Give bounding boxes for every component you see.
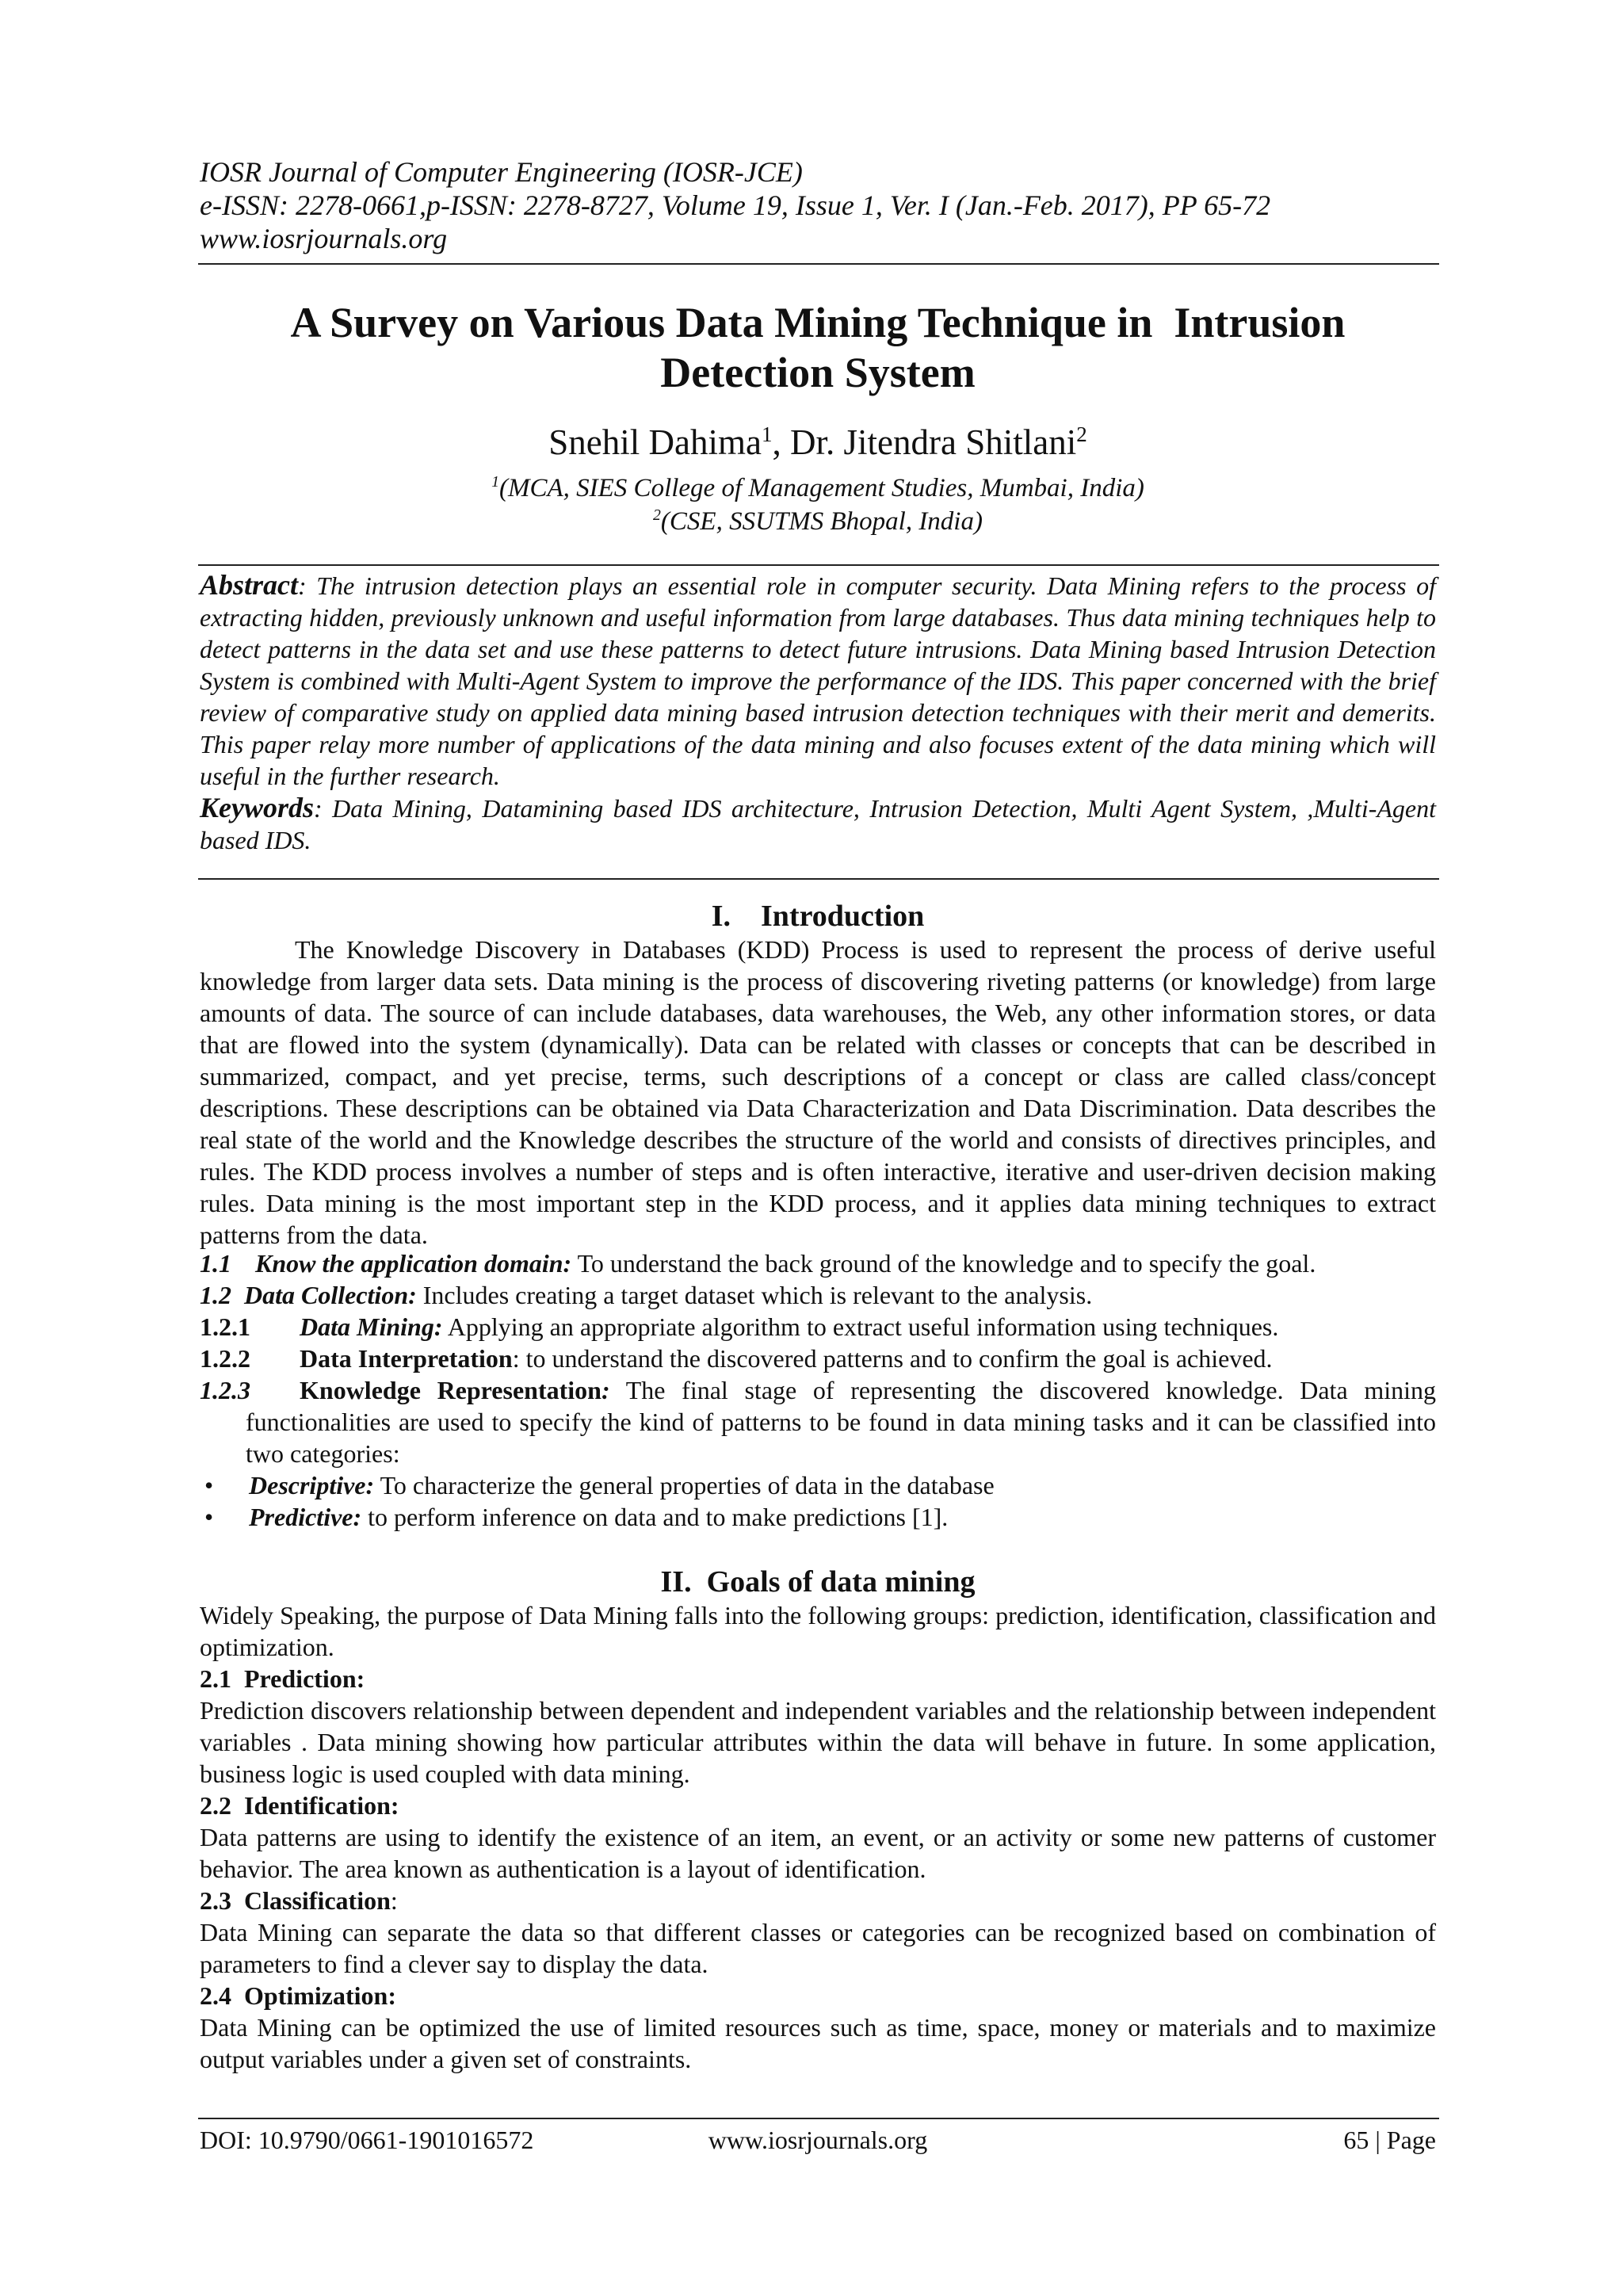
abstract-paragraph [200,569,1436,792]
subsection-2-3-heading [200,1885,1436,1916]
affiliation-2-text: (CSE, SSUTMS Bhopal, India) [660,507,983,536]
item-number: 1.2.3 [200,1376,250,1404]
list-item-1-2-2 [200,1343,1436,1374]
subsection-2-2-text: Data patterns are using to identify the existence of an item, an event, or an activity or some new patterns of customer behavior. The area known as authentication is a layout of identification. [200,1823,1436,1883]
author-separator: , [772,422,790,462]
item-number: 1.2.1 [200,1312,250,1341]
footer-doi: DOI: 10.9790/0661-1901016572 [200,2126,534,2154]
subsection-2-1-heading: 2.1 Prediction: [200,1664,365,1693]
keywords-text: : Data Mining, Datamining based IDS architecture, Intrusion Detection, Multi Agent System, ,Multi-Agent based IDS. [200,794,1436,854]
item-number: 1.2.2 [200,1344,250,1373]
subsection-2-2-heading: 2.2 Identification: [200,1791,399,1820]
author-2: Dr. Jitendra Shitlani [790,422,1077,462]
abstract-text: : The intrusion detection plays an essential role in computer security. Data Mining refers to the process of extracting hidden, previously unknown and useful information from large databases. Thus data mining techniques help to detect patterns in the data set and use these patterns to detect future intrusions. Data Mining based Intrusion Detection System is combined with Multi-Agent System to improve the performance of the IDS. This paper concerned with the brief review of comparative study on applied data mining based intrusion detection techniques with their merit and demerits. This paper relay more number of applications of the data mining and also focuses extent of the data mining which will useful in the further research. [200,571,1436,790]
header-rule [198,263,1439,265]
affiliation-2-sup: 2 [653,506,661,524]
title-line-2: Detection System [660,349,976,396]
running-header [200,155,1436,255]
bullet-label: Predictive: [249,1503,362,1531]
item-text: Includes creating a target dataset which is relevant to the analysis. [416,1281,1093,1309]
heading-suffix: : [390,1886,398,1915]
bullet-descriptive [200,1469,1436,1501]
item-text: Applying an appropriate algorithm to extract useful information using techniques. [442,1312,1279,1341]
footer-page-number: 65 | Page [1343,2126,1436,2154]
keywords-label: Keywords [200,792,314,823]
subsection-2-4-text: Data Mining can be optimized the use of limited resources such as time, space, money or materials and to maximize output variables under a given set of constraints. [200,2013,1436,2073]
list-item-1-2-1 [200,1311,1436,1343]
author-list [200,422,1436,463]
footer-website: www.iosrjournals.org [708,2126,928,2154]
item-label: Know the application domain: [255,1249,572,1278]
author-1: Snehil Dahima [548,422,762,462]
list-item-1-2 [200,1279,1436,1311]
author-2-sup: 2 [1076,422,1087,446]
item-label: Data Collection: [244,1281,417,1309]
list-item-1-1 [200,1247,1436,1279]
item-number: 1.2 [200,1281,231,1309]
subsection-2-4-heading: 2.4 Optimization: [200,1981,396,2010]
section-1-title: I. Introduction [711,900,925,933]
bullet-predictive [200,1501,1436,1533]
affiliation-1-text: (MCA, SIES College of Management Studies, Mumbai, India) [499,474,1144,502]
author-1-sup: 1 [762,422,773,446]
affiliation-2 [200,506,1436,537]
journal-name: IOSR Journal of Computer Engineering (IOSR-JCE) [200,156,803,188]
journal-website: www.iosrjournals.org [200,223,448,254]
heading-text: 2.3 Classification [200,1886,391,1915]
item-text: The final stage of representing the discovered knowledge. Data mining functionalities are used to specify the kind of patterns to be found in data mining tasks and it can be classified into two categories: [246,1376,1437,1468]
item-label: Knowledge Representation [300,1376,601,1404]
abstract-label: Abstract [200,569,299,601]
paper-title [200,298,1436,398]
bullet-dot: • [204,1503,214,1531]
subsection-2-1-text: Prediction discovers relationship between dependent and independent variables and the relationship between independent variables . Data mining showing how particular attributes within the data will behave in future. In some application, business logic is used coupled with data mining. [200,1696,1436,1788]
bullet-label: Descriptive: [249,1471,375,1499]
section-2-title: II. Goals of data mining [660,1565,976,1599]
item-label: Data Interpretation [300,1344,513,1373]
footer-rule [198,2118,1439,2119]
section-1-paragraph: The Knowledge Discovery in Databases (KDD) Process is used to represent the process of derive useful knowledge from larger data sets. Data mining is the process of discovering riveting patterns (or knowledge) from large amounts of data. The source of can include databases, data warehouses, the Web, any other information stores, or data that are flowed into the system (dynamically). Data can be related with classes or concepts that can be described in summarized, compact, and yet precise, terms, such descriptions of a concept or class are called class/concept descriptions. These descriptions can be obtained via Data Characterization and Data Discrimination. Data describes the real state of the world and the Knowledge describes the structure of the world and consists of directives principles, and rules. The KDD process involves a number of steps and is often interactive, iterative and user-driven decision making rules. Data mining is the most important step in the KDD process, and it applies data mining techniques to extract patterns from the data. [200,935,1436,1249]
item-text: : to understand the discovered patterns and to confirm the goal is achieved. [512,1344,1273,1373]
bullet-text: To characterize the general properties of data in the database [374,1471,995,1499]
subsection-2-3-text: Data Mining can separate the data so that different classes or categories can be recognized based on combination of parameters to find a clever say to display the data. [200,1918,1436,1978]
title-line-1: A Survey on Various Data Mining Technique in Intrusion [290,299,1346,346]
list-item-1-2-3 [200,1374,1436,1469]
bullet-dot: • [204,1471,214,1499]
abstract-bottom-rule [198,878,1439,880]
section-2-intro: Widely Speaking, the purpose of Data Mining falls into the following groups: prediction, identification, classification and optimization. [200,1601,1436,1661]
abstract-top-rule [198,564,1439,566]
abstract-block [200,569,1436,856]
keywords-paragraph [200,792,1436,856]
affiliation-1-sup: 1 [491,473,500,491]
bullet-text: to perform inference on data and to make predictions [1]. [361,1503,949,1531]
affiliation-1 [200,472,1436,504]
item-text: To understand the back ground of the knowledge and to specify the goal. [571,1249,1316,1278]
item-label: Data Mining: [300,1312,443,1341]
issn-line: e-ISSN: 2278-0661,p-ISSN: 2278-8727, Volume 19, Issue 1, Ver. I (Jan.-Feb. 2017), PP 65-72 [200,189,1271,221]
item-number: 1.1 [200,1249,231,1278]
item-colon: : [601,1376,610,1404]
